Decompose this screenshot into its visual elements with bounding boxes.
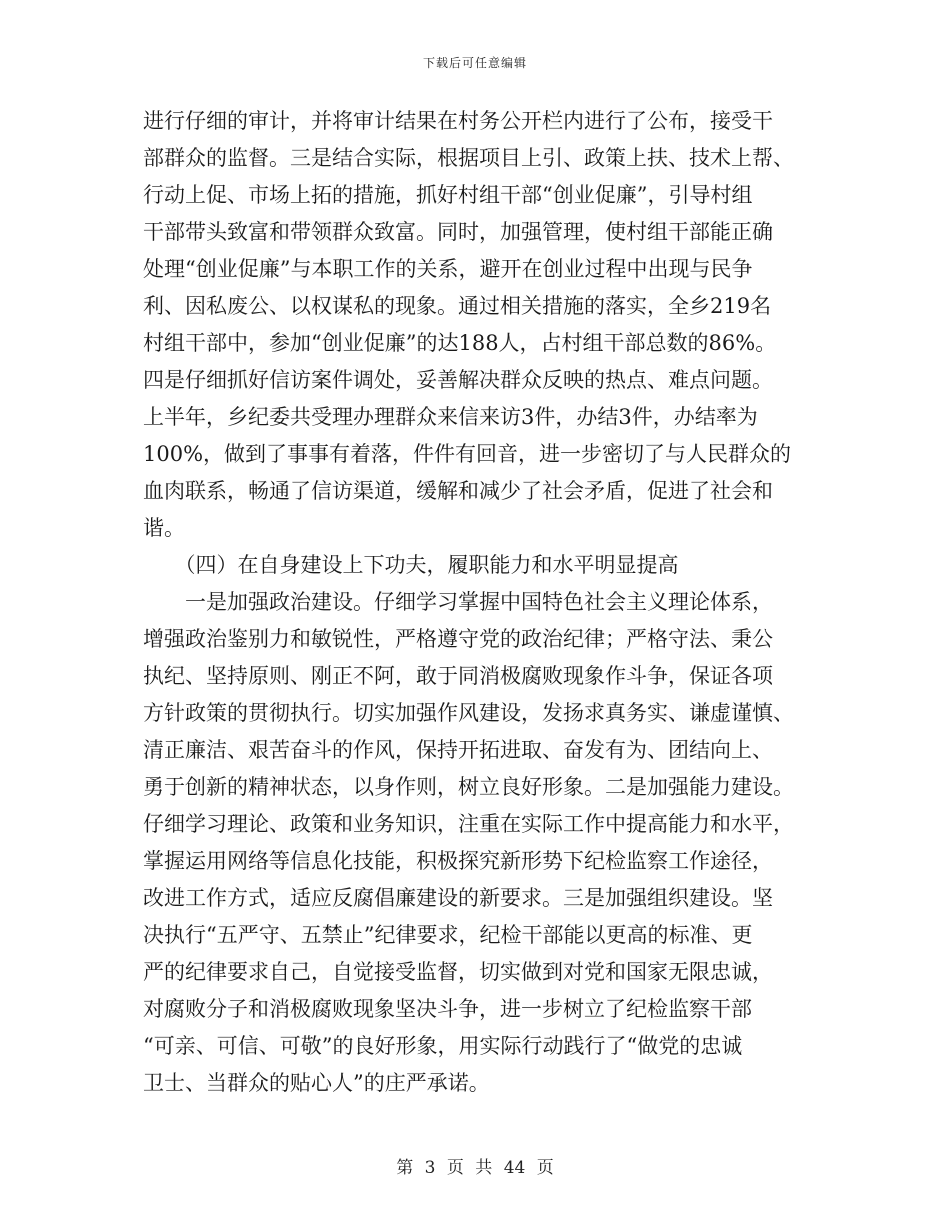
text-line: 严的纪律要求自己，自觉接受监督，切实做到对党和国家无限忠诚， [143,960,773,984]
document-body [143,103,813,1102]
text-line: 执纪、坚持原则、刚正不阿，敢于同消极腐败现象作斗争，保证各项 [143,664,773,688]
text-line: 卫士、当群众的贴心人”的庄严承诺。 [143,1071,490,1095]
text-line: 一是加强政治建设。仔细学习掌握中国特色社会主义理论体系， [143,590,773,614]
text-line: 进行仔细的审计，并将审计结果在村务公开栏内进行了公布，接受干 [143,109,773,133]
text-line: 处理“创业促廉”与本职工作的关系，避开在创业过程中出现与民争 [143,257,753,281]
text-line: 行动上促、市场上拓的措施，抓好村组干部“创业促廉”，引导村组 [143,183,753,207]
text-line: 增强政治鉴别力和敏锐性，严格遵守党的政治纪律；严格守法、秉公 [143,627,773,651]
text-line: 村组干部中，参加“创业促廉”的达188人，占村组干部总数的86%。 [143,331,777,355]
text-line: 掌握运用网络等信息化技能，积极探究新形势下纪检监察工作途径， [143,849,773,873]
page-number-footer: 第 3 页 共 44 页 [396,1158,554,1178]
text-line: 100%，做到了事事有着落，件件有回音，进一步密切了与人民群众的 [143,442,792,466]
text-line: 对腐败分子和消极腐败现象坚决斗争，进一步树立了纪检监察干部 [143,997,752,1021]
text-line: 上半年，乡纪委共受理办理群众来信来访3件，办结3件，办结率为 [143,405,758,429]
text-line: 干部带头致富和带领群众致富。同时，加强管理，使村组干部能正确 [143,220,773,244]
text-line: 利、因私废公、以权谋私的现象。通过相关措施的落实，全乡219名 [143,294,772,318]
text-line: 改进工作方式，适应反腐倡廉建设的新要求。三是加强组织建设。坚 [143,886,773,910]
text-line: 勇于创新的精神状态，以身作则，树立良好形象。二是加强能力建设。 [143,775,794,799]
text-line: 四是仔细抓好信访案件调处，妥善解决群众反映的热点、难点问题。 [143,368,773,392]
text-line: 谐。 [143,516,185,540]
text-line: 仔细学习理论、政策和业务知识，注重在实际工作中提高能力和水平， [143,812,794,836]
text-line: 部群众的监督。三是结合实际，根据项目上引、政策上扶、技术上帮、 [143,146,794,170]
section-heading: （四）在自身建设上下功夫，履职能力和水平明显提高 [143,553,679,577]
text-line: “可亲、可信、可敬”的良好形象，用实际行动践行了“做党的忠诚 [143,1034,743,1058]
text-line: 决执行“五严守、五禁止”纪律要求，纪检干部能以更高的标准、更 [143,923,753,947]
text-line: 血肉联系，畅通了信访渠道，缓解和减少了社会矛盾，促进了社会和 [143,479,773,503]
text-line: 方针政策的贯彻执行。切实加强作风建设，发扬求真务实、谦虚谨慎、 [143,701,794,725]
page-header: 下载后可任意编辑 [422,56,527,70]
text-line: 清正廉洁、艰苦奋斗的作风，保持开拓进取、奋发有为、团结向上、 [143,738,773,762]
